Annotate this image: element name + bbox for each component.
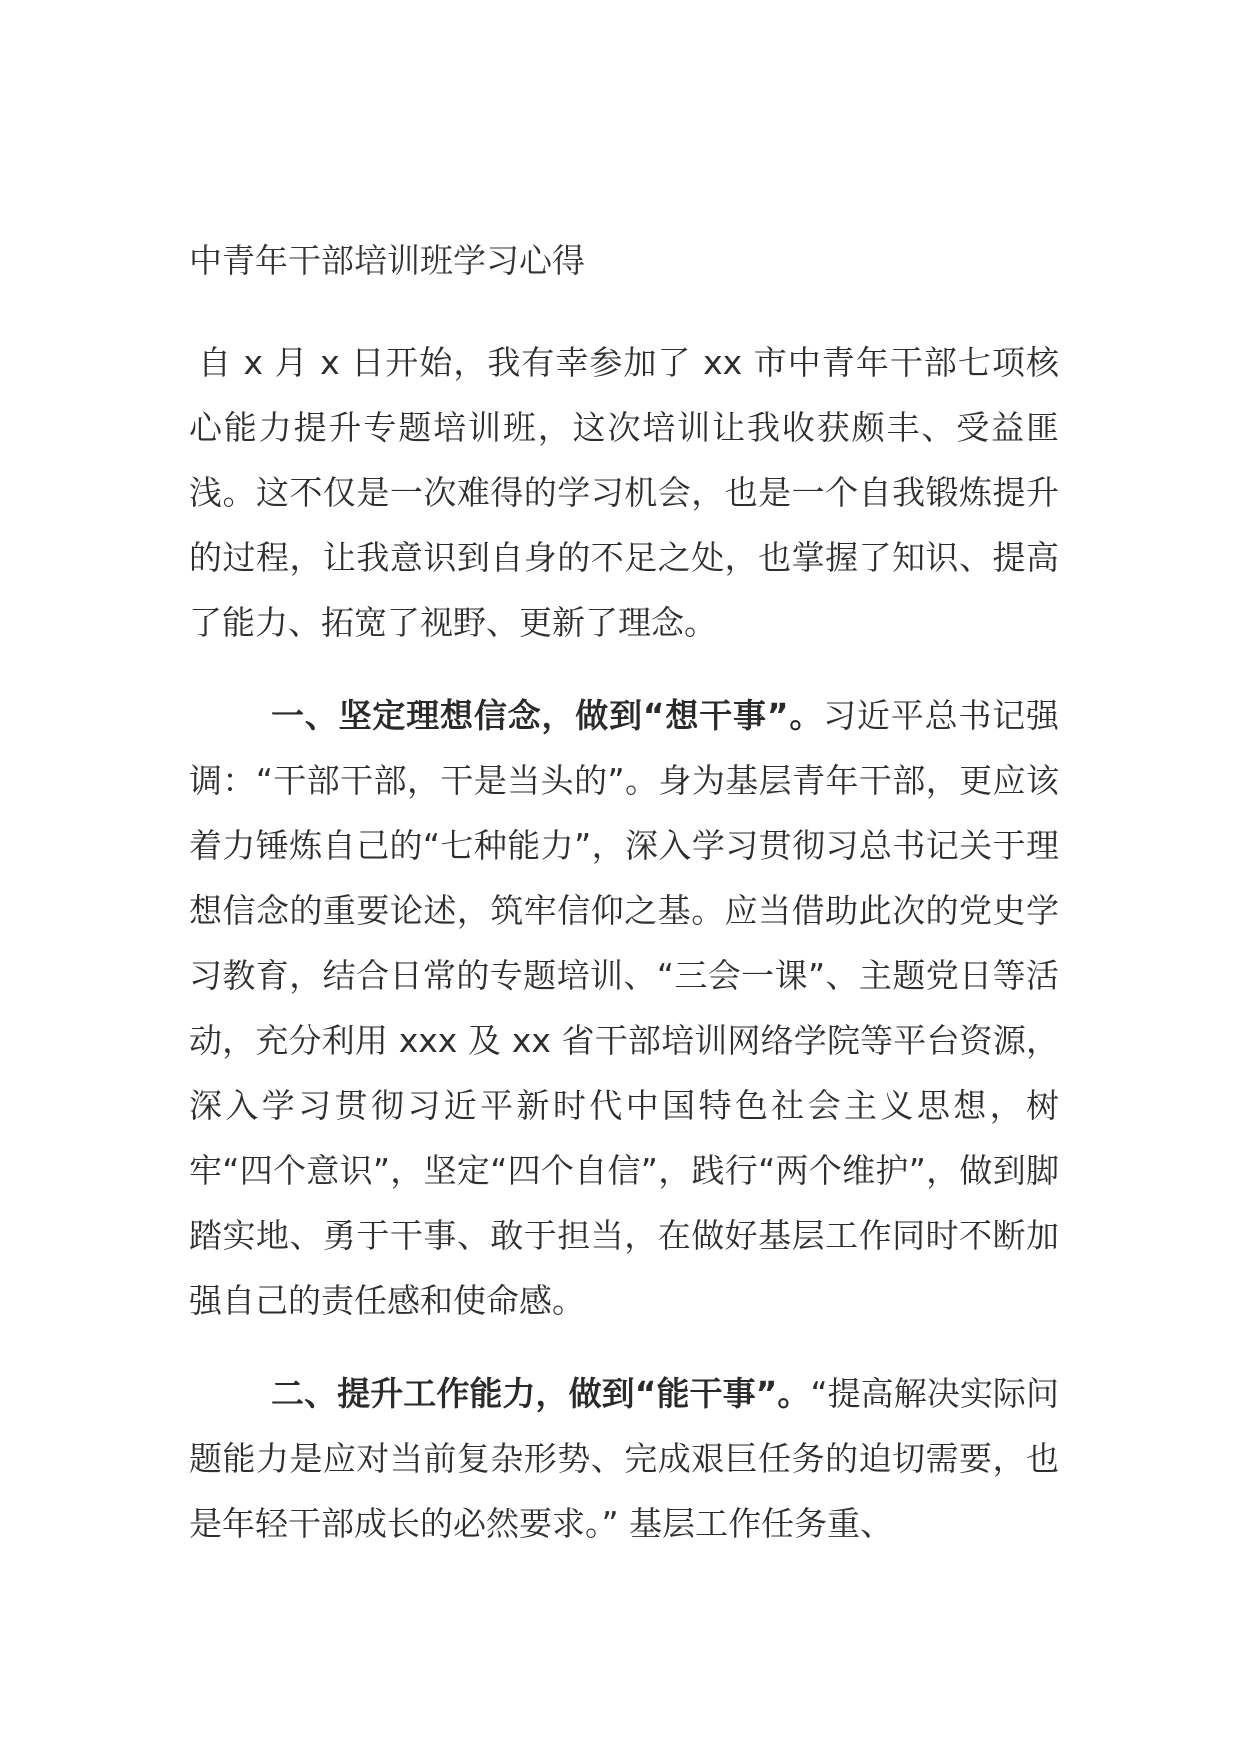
section-one-body: 习近平总书记强调：“干部干部，干是当头的”。身为基层青年干部，更应该着力锤炼自己的“七种能力”，深入学习贯彻习总书记关于理想信念的重要论述，筑牢信仰之基。应当借助此次的党史学习教育，结合日常的专题培训、“三会一课”、主题党日等活动，充分利用 xxx 及 xx 省干部培训网络学院等平台资源，深入学习贯彻习近平新时代中国特色社会主义思想，树牢“四个意识”，坚定“四个自信”，践行“两个维护”，做到脚踏实地、勇于干事、敢于担当，在做好基层工作同时不断加强自己的责任感和使命感。 bbox=[189, 696, 1059, 1320]
section-two-heading: 二、提升工作能力，做到“能干事”。 bbox=[271, 1374, 811, 1413]
document-body bbox=[189, 236, 1059, 1584]
section-one-heading: 一、坚定理想信念，做到“想干事”。 bbox=[271, 696, 824, 735]
section-two-paragraph bbox=[189, 1361, 1059, 1556]
section-two-body: “提高解决实际问题能力是应对当前复杂形势、完成艰巨任务的迫切需要，也是年轻干部成长的必然要求。” 基层工作任务重、 bbox=[189, 1374, 1059, 1543]
section-one-paragraph bbox=[189, 683, 1059, 1333]
document-title: 中青年干部培训班学习心得 bbox=[189, 241, 585, 280]
intro-paragraph: 自 x 月 x 日开始，我有幸参加了 xx 市中青年干部七项核心能力提升专题培训班，这次培训让我收获颇丰、受益匪浅。这不仅是一次难得的学习机会，也是一个自我锻炼提升的过程，让我意识到自身的不足之处，也掌握了知识、提高了能力、拓宽了视野、更新了理念。 bbox=[189, 343, 1059, 642]
